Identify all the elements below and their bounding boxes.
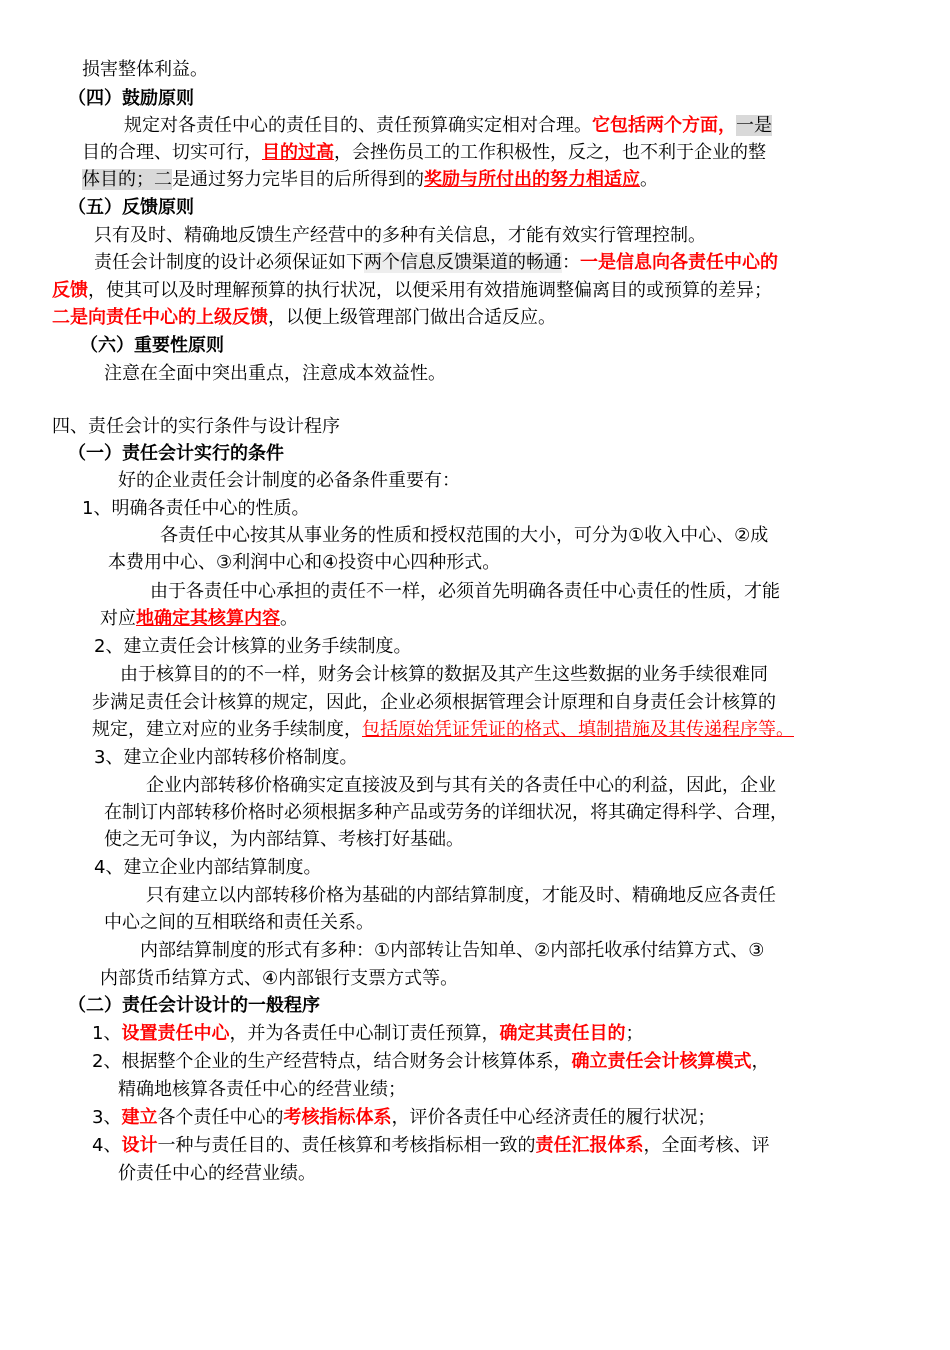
text-line: 对应地确定其核算内容。 <box>100 608 298 629</box>
text-line: 体目的；二是通过努力完毕目的后所得到的奖励与所付出的努力相适应。 <box>82 169 658 190</box>
subsection-heading: （二）责任会计设计的一般程序 <box>68 995 320 1016</box>
list-item: 1、明确各责任中心的性质。 <box>82 498 310 519</box>
text-line: 损害整体利益。 <box>82 59 208 80</box>
text-line: 内部货币结算方式、④内部银行支票方式等。 <box>100 968 459 989</box>
text-line: 价责任中心的经营业绩。 <box>118 1163 316 1184</box>
text-line: 企业内部转移价格确实定直接波及到与其有关的各责任中心的利益，因此，企业 <box>146 775 776 796</box>
text-line: 二是向责任中心的上级反馈，以便上级管理部门做出合适反应。 <box>52 307 556 328</box>
text-line: 在制订内部转移价格时必须根据多种产品或劳务的详细状况，将其确定得科学、合理， <box>104 802 788 823</box>
list-item: 4、建立企业内部结算制度。 <box>94 857 322 878</box>
text-line: 使之无可争议，为内部结算、考核打好基础。 <box>104 829 464 850</box>
text-line: 本费用中心、③利润中心和④投资中心四种形式。 <box>108 552 501 573</box>
text-line: 好的企业责任会计制度的必备条件重要有： <box>118 470 460 491</box>
text-line: 规定对各责任中心的责任目的、责任预算确实定相对合理。它包括两个方面，一是 <box>124 115 772 136</box>
heading-encouragement-principle: （四）鼓励原则 <box>68 88 194 109</box>
text-line: 精确地核算各责任中心的经营业绩； <box>118 1079 406 1100</box>
list-item: 3、建立各个责任中心的考核指标体系，评价各责任中心经济责任的履行状况； <box>92 1107 716 1128</box>
text-line: 只有及时、精确地反馈生产经营中的多种有关信息，才能有效实行管理控制。 <box>94 225 706 246</box>
list-item: 3、建立企业内部转移价格制度。 <box>94 747 358 768</box>
subsection-heading: （一）责任会计实行的条件 <box>68 443 284 464</box>
heading-importance-principle: （六）重要性原则 <box>80 335 224 356</box>
list-item: 2、根据整个企业的生产经营特点，结合财务会计核算体系，确立责任会计核算模式， <box>92 1051 770 1072</box>
text-line: 步满足责任会计核算的规定，因此，企业必须根据管理会计原理和自身责任会计核算的 <box>92 692 776 713</box>
text-line: 只有建立以内部转移价格为基础的内部结算制度，才能及时、精确地反应各责任 <box>146 885 776 906</box>
text-line: 由于各责任中心承担的责任不一样，必须首先明确各责任中心责任的性质，才能 <box>150 581 780 602</box>
text-line: 责任会计制度的设计必须保证如下两个信息反馈渠道的畅通：一是信息向各责任中心的 <box>94 252 778 273</box>
text-line: 目的合理、切实可行，目的过高，会挫伤员工的工作积极性，反之，也不利于企业的整 <box>82 142 766 163</box>
list-item: 4、设计一种与责任目的、责任核算和考核指标相一致的责任汇报体系，全面考核、评 <box>92 1135 770 1156</box>
list-item: 1、设置责任中心，并为各责任中心制订责任预算，确定其责任目的； <box>92 1023 644 1044</box>
text-line: 由于核算目的的不一样，财务会计核算的数据及其产生这些数据的业务手续很难同 <box>120 664 768 685</box>
heading-feedback-principle: （五）反馈原则 <box>68 197 194 218</box>
text-line: 内部结算制度的形式有多种：①内部转让告知单、②内部托收承付结算方式、③ <box>140 940 765 961</box>
text-line: 中心之间的互相联络和责任关系。 <box>104 912 374 933</box>
section-heading: 四、责任会计的实行条件与设计程序 <box>52 416 340 437</box>
text-line: 注意在全面中突出重点，注意成本效益性。 <box>104 363 446 384</box>
text-line: 各责任中心按其从事业务的性质和授权范围的大小，可分为①收入中心、②成 <box>160 525 769 546</box>
text-line: 反馈，使其可以及时理解预算的执行状况，以便采用有效措施调整偏离目的或预算的差异； <box>52 280 772 301</box>
text-line: 规定，建立对应的业务手续制度，包括原始凭证凭证的格式、填制措施及其传递程序等。 <box>92 719 794 740</box>
list-item: 2、建立责任会计核算的业务手续制度。 <box>94 636 412 657</box>
